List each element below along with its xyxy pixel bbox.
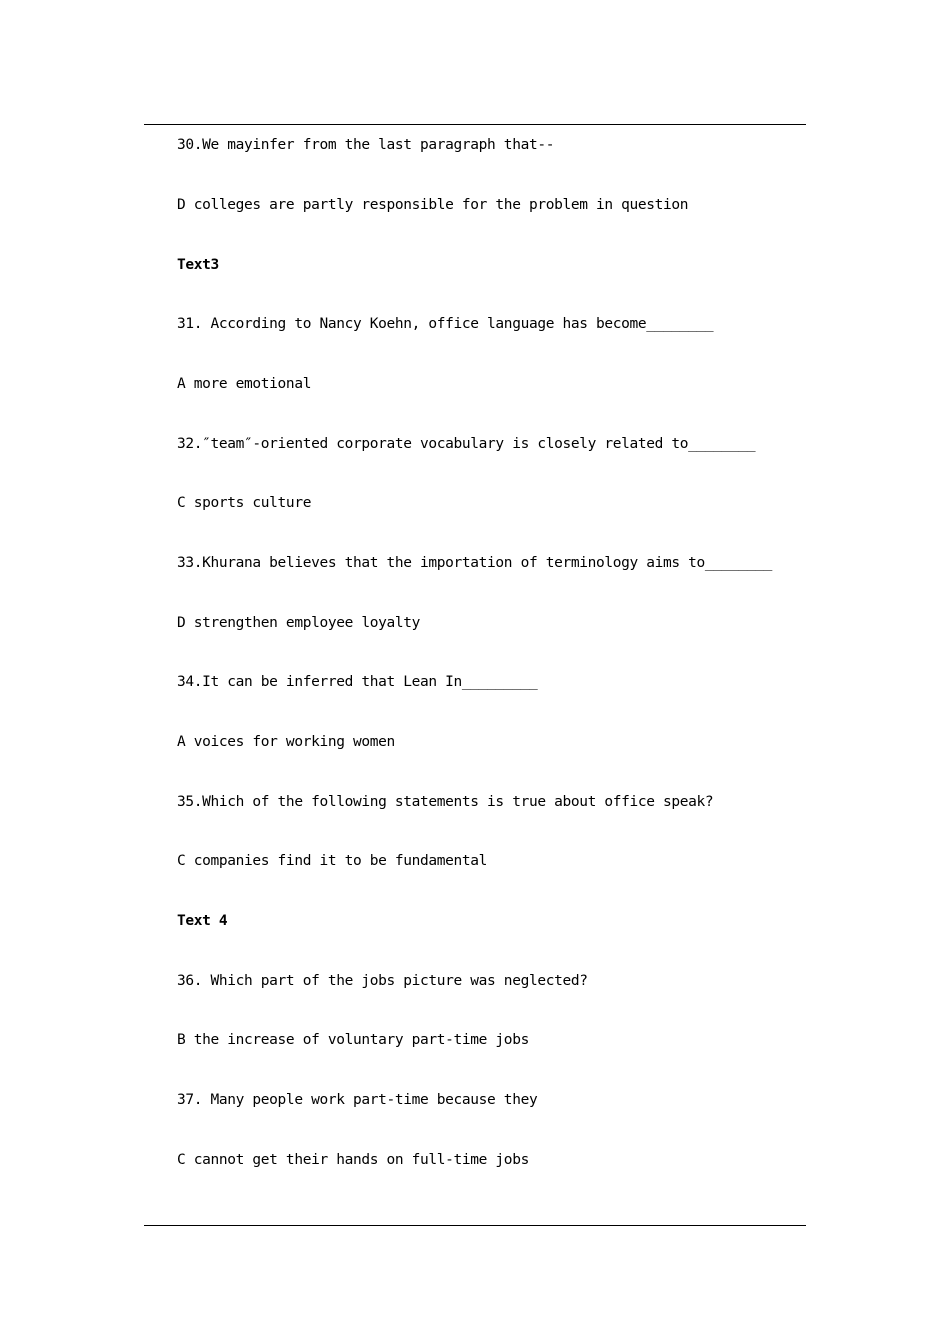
answer-30: D colleges are partly responsible for the problem in question — [177, 197, 689, 213]
question-34: 34.It can be inferred that Lean In_________ — [177, 674, 538, 690]
answer-32: C sports culture — [177, 495, 312, 511]
section-heading-text4: Text 4 — [177, 913, 228, 929]
question-35: 35.Which of the following statements is true about office speak? — [177, 794, 714, 810]
answer-35: C companies find it to be fundamental — [177, 853, 488, 869]
answer-31: A more emotional — [177, 376, 312, 392]
question-32: 32.″team″-oriented corporate vocabulary is closely related to________ — [177, 436, 756, 452]
question-30: 30.We mayinfer from the last paragraph that-- — [177, 137, 555, 153]
answer-34: A voices for working women — [177, 734, 395, 750]
question-31: 31. According to Nancy Koehn, office language has become________ — [177, 316, 714, 332]
footer-rule — [144, 1225, 806, 1226]
question-33: 33.Khurana believes that the importation of terminology aims to________ — [177, 555, 772, 571]
question-37: 37. Many people work part-time because they — [177, 1092, 538, 1108]
question-36: 36. Which part of the jobs picture was neglected? — [177, 973, 588, 989]
section-heading-text3: Text3 — [177, 257, 219, 273]
header-rule — [144, 124, 806, 125]
answer-33: D strengthen employee loyalty — [177, 615, 421, 631]
answer-37: C cannot get their hands on full-time jobs — [177, 1152, 529, 1168]
answer-36: B the increase of voluntary part-time jobs — [177, 1032, 529, 1048]
